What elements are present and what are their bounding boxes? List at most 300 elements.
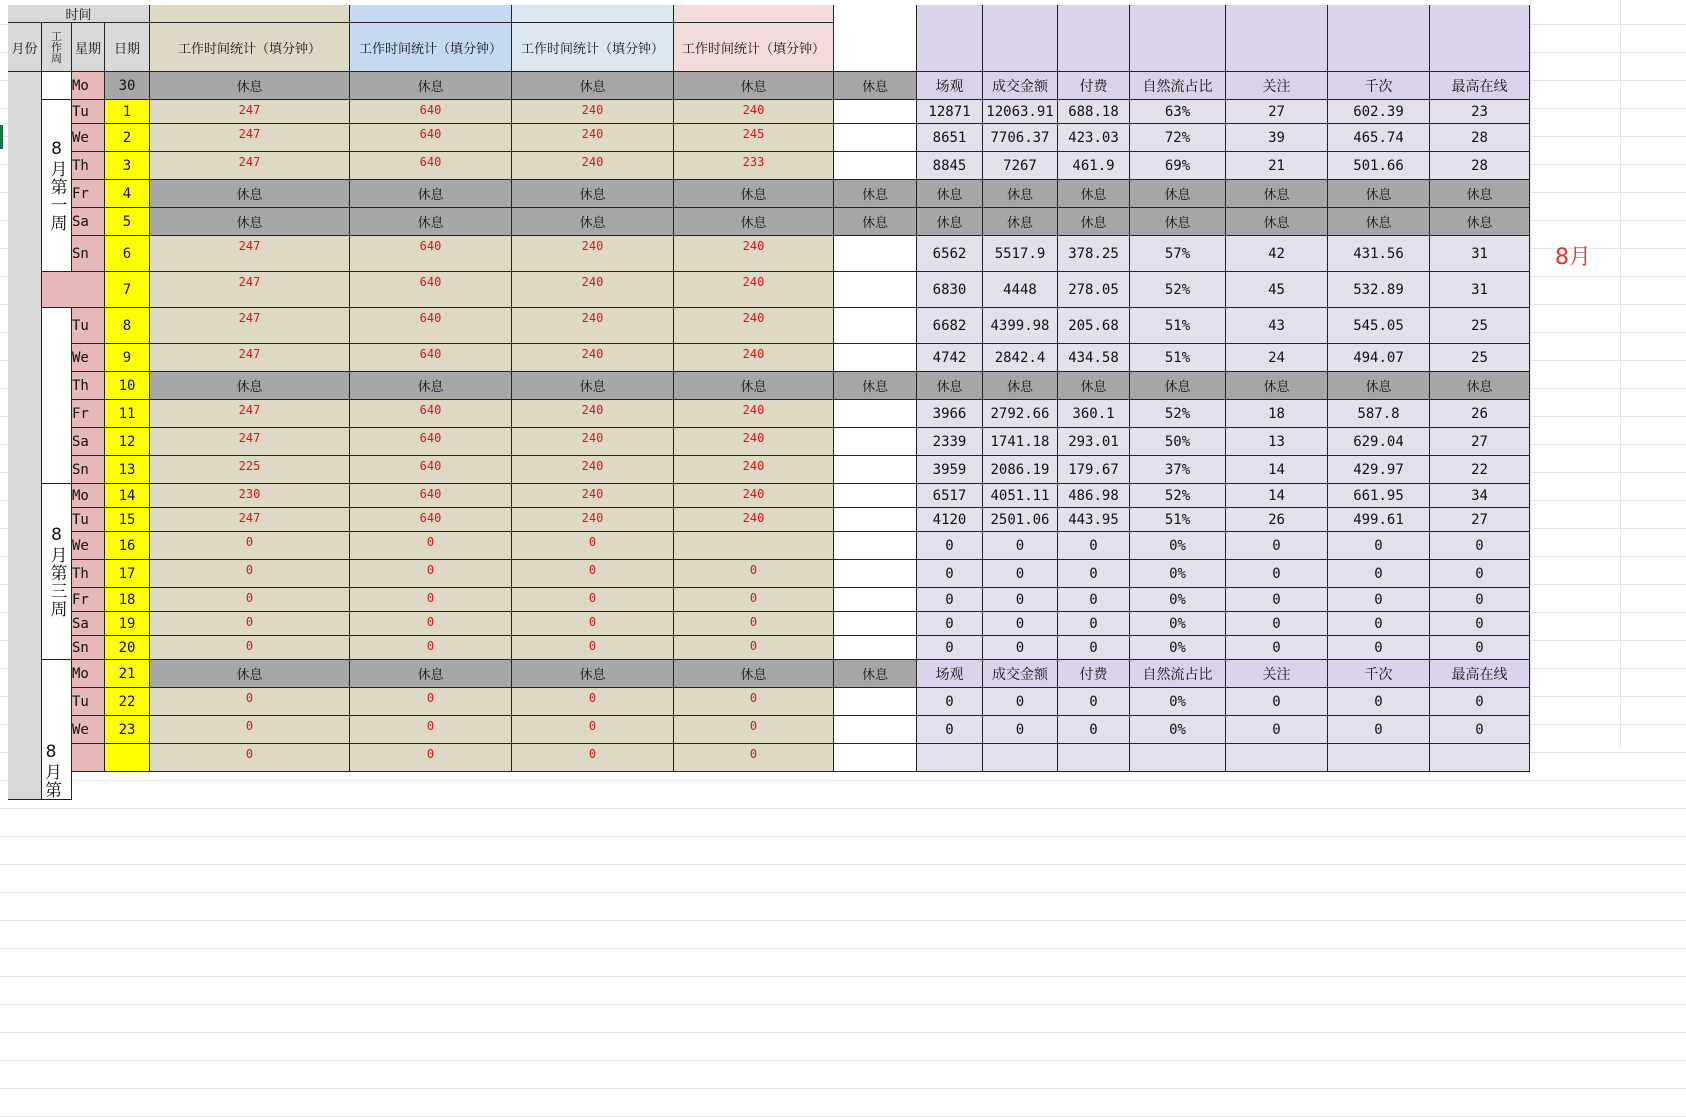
metric-cell[interactable]: 12063.91 bbox=[983, 100, 1058, 124]
metric-cell[interactable]: 0 bbox=[1328, 612, 1430, 636]
work-minutes-cell[interactable]: 640 bbox=[350, 272, 512, 308]
weekday-cell[interactable]: Tu bbox=[72, 308, 105, 344]
rest-cell[interactable]: 休息 bbox=[834, 72, 917, 100]
work-minutes-cell[interactable]: 240 bbox=[674, 344, 834, 372]
metric-cell[interactable] bbox=[1058, 744, 1130, 772]
metric-cell[interactable]: 0 bbox=[917, 532, 983, 560]
metric-cell[interactable]: 0 bbox=[917, 612, 983, 636]
metric-cell[interactable]: 423.03 bbox=[1058, 124, 1130, 152]
work-minutes-cell[interactable]: 0 bbox=[350, 744, 512, 772]
metric-cell[interactable]: 26 bbox=[1430, 400, 1530, 428]
metric-cell[interactable] bbox=[1226, 744, 1328, 772]
date-cell[interactable]: 18 bbox=[105, 588, 150, 612]
rest-cell[interactable]: 休息 bbox=[1328, 372, 1430, 400]
work-minutes-cell[interactable]: 0 bbox=[350, 716, 512, 744]
date-cell[interactable] bbox=[105, 744, 150, 772]
work-minutes-cell[interactable]: 233 bbox=[674, 152, 834, 180]
metric-cell[interactable] bbox=[983, 744, 1058, 772]
date-cell[interactable]: 16 bbox=[105, 532, 150, 560]
weekday-cell[interactable]: Sn bbox=[72, 456, 105, 484]
weekday-cell[interactable]: Mo bbox=[72, 660, 105, 688]
work-minutes-cell[interactable]: 640 bbox=[350, 428, 512, 456]
metric-header[interactable]: 成交金额 bbox=[983, 660, 1058, 688]
work-minutes-cell[interactable]: 0 bbox=[512, 688, 674, 716]
metric-cell[interactable]: 461.9 bbox=[1058, 152, 1130, 180]
date-cell[interactable]: 2 bbox=[105, 124, 150, 152]
weekday-cell[interactable]: We bbox=[72, 124, 105, 152]
weekday-cell[interactable]: Th bbox=[72, 372, 105, 400]
metric-cell[interactable]: 45 bbox=[1226, 272, 1328, 308]
metric-cell[interactable]: 14 bbox=[1226, 456, 1328, 484]
rest-blank-cell[interactable] bbox=[834, 688, 917, 716]
metric-cell[interactable]: 0 bbox=[917, 688, 983, 716]
work-minutes-cell[interactable]: 240 bbox=[512, 456, 674, 484]
rest-cell[interactable]: 休息 bbox=[674, 372, 834, 400]
metric-cell[interactable]: 0 bbox=[1430, 588, 1530, 612]
date-cell[interactable]: 30 bbox=[105, 72, 150, 100]
metric-cell[interactable]: 378.25 bbox=[1058, 236, 1130, 272]
metric-cell[interactable]: 27 bbox=[1226, 100, 1328, 124]
work-minutes-cell[interactable] bbox=[674, 532, 834, 560]
metric-header[interactable]: 千次 bbox=[1328, 660, 1430, 688]
date-cell[interactable]: 23 bbox=[105, 716, 150, 744]
work-minutes-cell[interactable]: 247 bbox=[150, 100, 350, 124]
work-minutes-cell[interactable]: 240 bbox=[512, 308, 674, 344]
weekday-cell[interactable]: Th bbox=[72, 152, 105, 180]
weekday-cell[interactable]: Fr bbox=[72, 180, 105, 208]
metric-cell[interactable]: 7706.37 bbox=[983, 124, 1058, 152]
rest-cell[interactable]: 休息 bbox=[983, 372, 1058, 400]
rest-cell[interactable]: 休息 bbox=[983, 180, 1058, 208]
metric-cell[interactable]: 0 bbox=[983, 588, 1058, 612]
date-cell[interactable]: 1 bbox=[105, 100, 150, 124]
work-minutes-cell[interactable]: 247 bbox=[150, 508, 350, 532]
work-time-header[interactable]: 工作时间统计（填分钟） bbox=[674, 23, 834, 72]
work-minutes-cell[interactable]: 240 bbox=[512, 236, 674, 272]
work-minutes-cell[interactable]: 0 bbox=[150, 612, 350, 636]
metric-cell[interactable]: 179.67 bbox=[1058, 456, 1130, 484]
week-group-cell[interactable]: 8月第一周 bbox=[42, 100, 72, 272]
weekday-cell[interactable]: Th bbox=[72, 560, 105, 588]
metric-cell[interactable]: 26 bbox=[1226, 508, 1328, 532]
rest-cell[interactable]: 休息 bbox=[512, 72, 674, 100]
rest-cell[interactable]: 休息 bbox=[674, 660, 834, 688]
metric-cell[interactable]: 0 bbox=[983, 612, 1058, 636]
rest-cell[interactable]: 休息 bbox=[674, 72, 834, 100]
metric-header[interactable]: 付费 bbox=[1058, 72, 1130, 100]
metric-cell[interactable]: 429.97 bbox=[1328, 456, 1430, 484]
metric-cell[interactable] bbox=[917, 744, 983, 772]
work-minutes-cell[interactable]: 0 bbox=[350, 560, 512, 588]
work-minutes-cell[interactable]: 240 bbox=[512, 428, 674, 456]
metric-cell[interactable]: 6517 bbox=[917, 484, 983, 508]
work-minutes-cell[interactable]: 640 bbox=[350, 456, 512, 484]
metric-header-blank[interactable] bbox=[1328, 5, 1430, 72]
metric-cell[interactable]: 0% bbox=[1130, 716, 1226, 744]
weekday-header[interactable]: 星期 bbox=[72, 23, 105, 72]
work-time-header[interactable]: 工作时间统计（填分钟） bbox=[350, 23, 512, 72]
rest-cell[interactable]: 休息 bbox=[150, 208, 350, 236]
rest-cell[interactable]: 休息 bbox=[150, 660, 350, 688]
work-minutes-cell[interactable]: 640 bbox=[350, 124, 512, 152]
time-header[interactable]: 时间 bbox=[8, 5, 150, 23]
metric-cell[interactable]: 50% bbox=[1130, 428, 1226, 456]
month-column[interactable] bbox=[8, 72, 42, 800]
rest-cell[interactable]: 休息 bbox=[350, 72, 512, 100]
work-minutes-cell[interactable]: 247 bbox=[150, 344, 350, 372]
metric-cell[interactable]: 0 bbox=[983, 532, 1058, 560]
metric-cell[interactable]: 8651 bbox=[917, 124, 983, 152]
work-minutes-cell[interactable]: 240 bbox=[674, 272, 834, 308]
metric-cell[interactable]: 6830 bbox=[917, 272, 983, 308]
metric-cell[interactable]: 14 bbox=[1226, 484, 1328, 508]
metric-cell[interactable]: 0 bbox=[1226, 612, 1328, 636]
metric-cell[interactable]: 0 bbox=[1328, 588, 1430, 612]
metric-cell[interactable]: 0 bbox=[1328, 688, 1430, 716]
rest-cell[interactable]: 休息 bbox=[1226, 180, 1328, 208]
metric-cell[interactable]: 2339 bbox=[917, 428, 983, 456]
weekday-cell[interactable]: Sa bbox=[72, 612, 105, 636]
metric-cell[interactable]: 4051.11 bbox=[983, 484, 1058, 508]
metric-cell[interactable]: 0 bbox=[1328, 636, 1430, 660]
weekday-cell[interactable]: Tu bbox=[72, 508, 105, 532]
date-cell[interactable]: 20 bbox=[105, 636, 150, 660]
metric-cell[interactable]: 0 bbox=[1226, 588, 1328, 612]
metric-cell[interactable]: 545.05 bbox=[1328, 308, 1430, 344]
metric-cell[interactable]: 6562 bbox=[917, 236, 983, 272]
rest-cell[interactable]: 休息 bbox=[1130, 208, 1226, 236]
metric-cell[interactable]: 51% bbox=[1130, 344, 1226, 372]
metric-cell[interactable]: 494.07 bbox=[1328, 344, 1430, 372]
work-minutes-cell[interactable]: 247 bbox=[150, 428, 350, 456]
work-minutes-cell[interactable]: 0 bbox=[674, 744, 834, 772]
rest-blank-cell[interactable] bbox=[834, 508, 917, 532]
work-minutes-cell[interactable]: 240 bbox=[674, 308, 834, 344]
metric-cell[interactable]: 360.1 bbox=[1058, 400, 1130, 428]
work-minutes-cell[interactable]: 0 bbox=[150, 532, 350, 560]
rest-cell[interactable]: 休息 bbox=[512, 660, 674, 688]
weekday-cell[interactable] bbox=[72, 744, 105, 772]
metric-cell[interactable]: 43 bbox=[1226, 308, 1328, 344]
rest-blank-cell[interactable] bbox=[834, 744, 917, 772]
metric-cell[interactable]: 0 bbox=[1058, 532, 1130, 560]
metric-cell[interactable]: 0 bbox=[1058, 716, 1130, 744]
rest-blank-cell[interactable] bbox=[834, 560, 917, 588]
metric-cell[interactable]: 52% bbox=[1130, 400, 1226, 428]
metric-cell[interactable]: 0 bbox=[917, 716, 983, 744]
metric-cell[interactable]: 0 bbox=[1226, 560, 1328, 588]
rest-cell[interactable]: 休息 bbox=[674, 208, 834, 236]
work-minutes-cell[interactable]: 0 bbox=[350, 636, 512, 660]
week-header[interactable]: 工作周 bbox=[42, 23, 72, 72]
weekday-cell[interactable]: We bbox=[72, 532, 105, 560]
date-cell[interactable]: 12 bbox=[105, 428, 150, 456]
week-group-cell[interactable] bbox=[42, 72, 72, 100]
rest-cell[interactable]: 休息 bbox=[1226, 208, 1328, 236]
rest-cell[interactable]: 休息 bbox=[1130, 180, 1226, 208]
metric-cell[interactable]: 0 bbox=[983, 636, 1058, 660]
work-minutes-cell[interactable]: 0 bbox=[150, 688, 350, 716]
metric-cell[interactable]: 52% bbox=[1130, 272, 1226, 308]
metric-header[interactable]: 自然流占比 bbox=[1130, 660, 1226, 688]
metric-cell[interactable]: 486.98 bbox=[1058, 484, 1130, 508]
metric-cell[interactable]: 4120 bbox=[917, 508, 983, 532]
metric-cell[interactable]: 18 bbox=[1226, 400, 1328, 428]
weekday-cell[interactable]: Sa bbox=[72, 428, 105, 456]
metric-header[interactable]: 成交金额 bbox=[983, 72, 1058, 100]
metric-cell[interactable]: 688.18 bbox=[1058, 100, 1130, 124]
metric-cell[interactable]: 0 bbox=[917, 560, 983, 588]
date-cell[interactable]: 3 bbox=[105, 152, 150, 180]
metric-header-blank[interactable] bbox=[1130, 5, 1226, 72]
rest-blank-cell[interactable] bbox=[834, 400, 917, 428]
metric-cell[interactable]: 72% bbox=[1130, 124, 1226, 152]
metric-cell[interactable]: 629.04 bbox=[1328, 428, 1430, 456]
work-minutes-cell[interactable]: 247 bbox=[150, 308, 350, 344]
rest-cell[interactable]: 休息 bbox=[1328, 180, 1430, 208]
weekday-cell[interactable]: Fr bbox=[72, 400, 105, 428]
weekday-cell[interactable]: Mo bbox=[72, 72, 105, 100]
work-minutes-cell[interactable]: 0 bbox=[150, 560, 350, 588]
rest-cell[interactable]: 休息 bbox=[350, 208, 512, 236]
metric-cell[interactable]: 51% bbox=[1130, 508, 1226, 532]
work-minutes-cell[interactable]: 0 bbox=[512, 560, 674, 588]
work-minutes-cell[interactable]: 240 bbox=[512, 484, 674, 508]
rest-cell[interactable]: 休息 bbox=[917, 180, 983, 208]
date-cell[interactable]: 10 bbox=[105, 372, 150, 400]
rest-cell[interactable]: 休息 bbox=[512, 208, 674, 236]
metric-header-blank[interactable] bbox=[1430, 5, 1530, 72]
date-cell[interactable]: 22 bbox=[105, 688, 150, 716]
metric-cell[interactable]: 0 bbox=[1226, 716, 1328, 744]
metric-cell[interactable]: 0% bbox=[1130, 612, 1226, 636]
metric-cell[interactable]: 278.05 bbox=[1058, 272, 1130, 308]
weekday-cell[interactable]: Mo bbox=[72, 484, 105, 508]
metric-header-blank[interactable] bbox=[917, 5, 983, 72]
metric-cell[interactable]: 42 bbox=[1226, 236, 1328, 272]
rest-blank-cell[interactable] bbox=[834, 636, 917, 660]
metric-cell[interactable]: 5517.9 bbox=[983, 236, 1058, 272]
work-minutes-cell[interactable]: 640 bbox=[350, 236, 512, 272]
metric-header[interactable]: 最高在线 bbox=[1430, 660, 1530, 688]
metric-cell[interactable] bbox=[1130, 744, 1226, 772]
metric-cell[interactable]: 23 bbox=[1430, 100, 1530, 124]
metric-cell[interactable]: 501.66 bbox=[1328, 152, 1430, 180]
week-group-cell[interactable] bbox=[42, 308, 72, 484]
metric-cell[interactable]: 0 bbox=[983, 688, 1058, 716]
rest-blank-cell[interactable] bbox=[834, 716, 917, 744]
metric-cell[interactable] bbox=[1430, 744, 1530, 772]
metric-cell[interactable]: 27 bbox=[1430, 428, 1530, 456]
work-minutes-cell[interactable]: 0 bbox=[350, 532, 512, 560]
work-minutes-cell[interactable]: 240 bbox=[512, 152, 674, 180]
work-minutes-cell[interactable]: 0 bbox=[512, 532, 674, 560]
metric-cell[interactable]: 0 bbox=[983, 560, 1058, 588]
metric-cell[interactable]: 34 bbox=[1430, 484, 1530, 508]
work-minutes-cell[interactable]: 0 bbox=[674, 612, 834, 636]
rest-cell[interactable]: 休息 bbox=[1058, 180, 1130, 208]
metric-cell[interactable]: 0 bbox=[1058, 688, 1130, 716]
rest-blank-cell[interactable] bbox=[834, 428, 917, 456]
work-minutes-cell[interactable]: 0 bbox=[512, 636, 674, 660]
metric-cell[interactable]: 1741.18 bbox=[983, 428, 1058, 456]
rest-blank-cell[interactable] bbox=[834, 532, 917, 560]
metric-header-blank[interactable] bbox=[983, 5, 1058, 72]
date-cell[interactable]: 9 bbox=[105, 344, 150, 372]
metric-cell[interactable]: 0 bbox=[1430, 560, 1530, 588]
metric-cell[interactable]: 293.01 bbox=[1058, 428, 1130, 456]
date-cell[interactable]: 11 bbox=[105, 400, 150, 428]
metric-cell[interactable]: 0% bbox=[1130, 688, 1226, 716]
date-cell[interactable]: 14 bbox=[105, 484, 150, 508]
metric-cell[interactable]: 0 bbox=[1430, 532, 1530, 560]
rest-cell[interactable]: 休息 bbox=[1430, 208, 1530, 236]
metric-cell[interactable]: 0 bbox=[1328, 560, 1430, 588]
rest-blank-cell[interactable] bbox=[834, 308, 917, 344]
rest-blank-cell[interactable] bbox=[834, 152, 917, 180]
work-minutes-cell[interactable]: 640 bbox=[350, 308, 512, 344]
metric-header[interactable]: 千次 bbox=[1328, 72, 1430, 100]
metric-cell[interactable]: 24 bbox=[1226, 344, 1328, 372]
rest-blank-cell[interactable] bbox=[834, 100, 917, 124]
rest-cell[interactable]: 休息 bbox=[1226, 372, 1328, 400]
metric-cell[interactable]: 52% bbox=[1130, 484, 1226, 508]
work-minutes-cell[interactable]: 247 bbox=[150, 152, 350, 180]
weekday-cell[interactable]: Sn bbox=[72, 236, 105, 272]
rest-cell[interactable]: 休息 bbox=[917, 208, 983, 236]
metric-cell[interactable]: 31 bbox=[1430, 236, 1530, 272]
metric-cell[interactable]: 443.95 bbox=[1058, 508, 1130, 532]
date-cell[interactable]: 4 bbox=[105, 180, 150, 208]
rest-cell[interactable]: 休息 bbox=[1430, 180, 1530, 208]
metric-cell[interactable]: 205.68 bbox=[1058, 308, 1130, 344]
metric-cell[interactable]: 69% bbox=[1130, 152, 1226, 180]
metric-cell[interactable]: 4399.98 bbox=[983, 308, 1058, 344]
date-cell[interactable]: 15 bbox=[105, 508, 150, 532]
rest-cell[interactable]: 休息 bbox=[150, 180, 350, 208]
metric-cell[interactable]: 465.74 bbox=[1328, 124, 1430, 152]
rest-blank-cell[interactable] bbox=[834, 236, 917, 272]
metric-header-blank[interactable] bbox=[1058, 5, 1130, 72]
work-minutes-cell[interactable]: 225 bbox=[150, 456, 350, 484]
metric-cell[interactable]: 0 bbox=[1226, 688, 1328, 716]
work-minutes-cell[interactable]: 0 bbox=[150, 716, 350, 744]
metric-cell[interactable]: 0 bbox=[1328, 716, 1430, 744]
weekday-merged-cell[interactable] bbox=[42, 272, 105, 308]
weekday-cell[interactable]: We bbox=[72, 344, 105, 372]
metric-cell[interactable]: 2842.4 bbox=[983, 344, 1058, 372]
work-minutes-cell[interactable]: 0 bbox=[350, 588, 512, 612]
weekday-cell[interactable]: Fr bbox=[72, 588, 105, 612]
metric-header-blank[interactable] bbox=[1226, 5, 1328, 72]
metric-cell[interactable]: 0 bbox=[1058, 636, 1130, 660]
rest-cell[interactable]: 休息 bbox=[150, 72, 350, 100]
work-minutes-cell[interactable]: 240 bbox=[674, 428, 834, 456]
metric-cell[interactable]: 0 bbox=[1226, 636, 1328, 660]
metric-cell[interactable] bbox=[1328, 744, 1430, 772]
date-cell[interactable]: 21 bbox=[105, 660, 150, 688]
rest-cell[interactable]: 休息 bbox=[350, 372, 512, 400]
metric-header[interactable]: 最高在线 bbox=[1430, 72, 1530, 100]
rest-cell[interactable]: 休息 bbox=[834, 660, 917, 688]
metric-cell[interactable]: 431.56 bbox=[1328, 236, 1430, 272]
date-header[interactable]: 日期 bbox=[105, 23, 150, 72]
rest-cell[interactable]: 休息 bbox=[1058, 208, 1130, 236]
metric-cell[interactable]: 25 bbox=[1430, 308, 1530, 344]
work-minutes-cell[interactable]: 240 bbox=[674, 508, 834, 532]
month-header[interactable]: 月份 bbox=[8, 23, 42, 72]
metric-cell[interactable]: 0% bbox=[1130, 588, 1226, 612]
work-minutes-cell[interactable]: 640 bbox=[350, 400, 512, 428]
metric-cell[interactable]: 0 bbox=[1058, 612, 1130, 636]
rest-cell[interactable]: 休息 bbox=[674, 180, 834, 208]
date-cell[interactable]: 5 bbox=[105, 208, 150, 236]
rest-column-header[interactable] bbox=[834, 5, 917, 72]
work-time-header[interactable]: 工作时间统计（填分钟） bbox=[150, 23, 350, 72]
metric-cell[interactable]: 2086.19 bbox=[983, 456, 1058, 484]
metric-cell[interactable]: 12871 bbox=[917, 100, 983, 124]
metric-cell[interactable]: 0% bbox=[1130, 636, 1226, 660]
week-group-cell[interactable]: 8月第三周 bbox=[42, 484, 72, 660]
metric-cell[interactable]: 13 bbox=[1226, 428, 1328, 456]
metric-cell[interactable]: 0% bbox=[1130, 532, 1226, 560]
weekday-cell[interactable]: We bbox=[72, 716, 105, 744]
rest-cell[interactable]: 休息 bbox=[834, 180, 917, 208]
rest-blank-cell[interactable] bbox=[834, 456, 917, 484]
metric-cell[interactable]: 31 bbox=[1430, 272, 1530, 308]
metric-cell[interactable]: 57% bbox=[1130, 236, 1226, 272]
weekday-cell[interactable]: Tu bbox=[72, 688, 105, 716]
metric-cell[interactable]: 602.39 bbox=[1328, 100, 1430, 124]
metric-cell[interactable]: 39 bbox=[1226, 124, 1328, 152]
weekday-cell[interactable]: Sa bbox=[72, 208, 105, 236]
metric-cell[interactable]: 6682 bbox=[917, 308, 983, 344]
date-cell[interactable]: 19 bbox=[105, 612, 150, 636]
work-minutes-cell[interactable]: 240 bbox=[512, 100, 674, 124]
rest-cell[interactable]: 休息 bbox=[834, 208, 917, 236]
metric-cell[interactable]: 3966 bbox=[917, 400, 983, 428]
rest-cell[interactable]: 休息 bbox=[834, 372, 917, 400]
work-minutes-cell[interactable]: 640 bbox=[350, 508, 512, 532]
work-minutes-cell[interactable]: 0 bbox=[674, 588, 834, 612]
work-minutes-cell[interactable]: 240 bbox=[674, 236, 834, 272]
metric-cell[interactable]: 0 bbox=[1430, 688, 1530, 716]
metric-header[interactable]: 自然流占比 bbox=[1130, 72, 1226, 100]
metric-cell[interactable]: 0 bbox=[1430, 612, 1530, 636]
metric-header[interactable]: 场观 bbox=[917, 72, 983, 100]
work-minutes-cell[interactable]: 0 bbox=[512, 744, 674, 772]
metric-cell[interactable]: 7267 bbox=[983, 152, 1058, 180]
work-minutes-cell[interactable]: 0 bbox=[350, 612, 512, 636]
metric-header[interactable]: 付费 bbox=[1058, 660, 1130, 688]
metric-cell[interactable]: 0 bbox=[1430, 636, 1530, 660]
metric-cell[interactable]: 0 bbox=[1058, 560, 1130, 588]
metric-cell[interactable]: 587.8 bbox=[1328, 400, 1430, 428]
rest-blank-cell[interactable] bbox=[834, 588, 917, 612]
weekday-cell[interactable]: Tu bbox=[72, 100, 105, 124]
work-minutes-cell[interactable]: 240 bbox=[512, 272, 674, 308]
metric-cell[interactable]: 0 bbox=[1226, 532, 1328, 560]
rest-blank-cell[interactable] bbox=[834, 272, 917, 308]
rest-cell[interactable]: 休息 bbox=[150, 372, 350, 400]
rest-cell[interactable]: 休息 bbox=[983, 208, 1058, 236]
work-minutes-cell[interactable]: 640 bbox=[350, 100, 512, 124]
metric-cell[interactable]: 532.89 bbox=[1328, 272, 1430, 308]
metric-cell[interactable]: 28 bbox=[1430, 124, 1530, 152]
date-cell[interactable]: 17 bbox=[105, 560, 150, 588]
metric-cell[interactable]: 4448 bbox=[983, 272, 1058, 308]
work-minutes-cell[interactable]: 240 bbox=[512, 400, 674, 428]
